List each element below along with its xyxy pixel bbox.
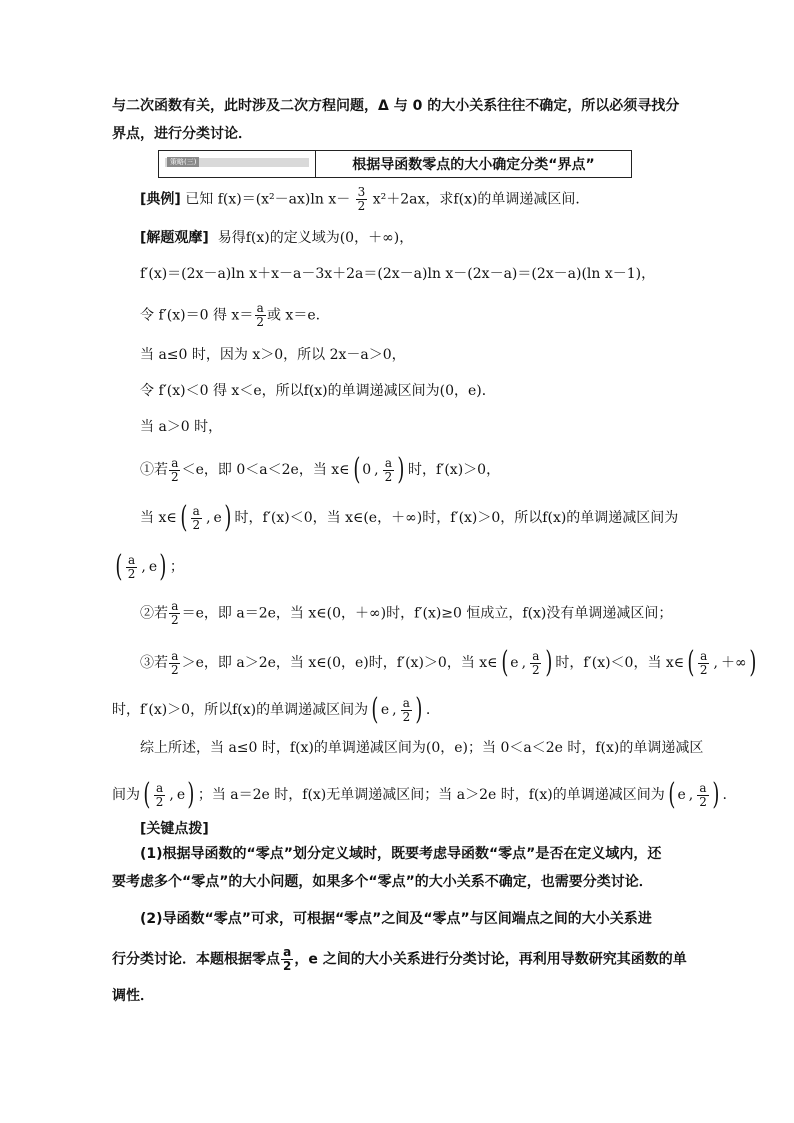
example-func: f(x)＝(x²－ax)ln x－ — [217, 191, 351, 208]
interval-a2-e: ( $\frac{a}{2}$ , e ) — [180, 500, 232, 535]
fraction-a-2: $\frac{a}{2}$ — [256, 301, 264, 329]
interval-a2-inf: ( $\frac{a}{2}$ , ＋∞ ) — [687, 645, 757, 680]
solution-label: [解题观摩] — [140, 230, 209, 246]
fraction-a-2: $\frac{a}{2}$ — [171, 648, 179, 677]
case-3-line: ③若 $\frac{a}{2}$ ＞e，即 a＞2e，当 x∈(0，e)时，f′(x)＞0，当 x∈ ( e , $\frac{a}{2}$ ) 时，f′(x)＜0，当 x∈ ( $\frac{a}{2}$ , ＋∞ ) — [140, 648, 759, 678]
case-1-result: ( $\frac{a}{2}$ , e ) ； — [112, 552, 184, 582]
solution-domain: [解题观摩] 易得f(x)的定义域为(0，＋∞)， — [140, 230, 414, 246]
case-a-le-0: 当 a≤0 时，因为 x＞0，所以 2x－a＞0， — [140, 347, 406, 363]
case-a-gt-0: 当 a＞0 时， — [140, 419, 223, 435]
interval-0-a2: ( 0 , $\frac{a}{2}$ ) — [352, 452, 405, 487]
fraction-3-2: $\frac{3}{2}$ — [357, 185, 366, 213]
intro-line-1: 与二次函数有关，此时涉及二次方程问题，Δ 与 0 的大小关系往往不确定，所以必须寻找分 — [112, 98, 680, 114]
strategy-banner — [158, 150, 632, 178]
strategy-tag-label: 策略(三) — [167, 157, 199, 167]
summary-line-1: 综上所述，当 a≤0 时，f(x)的单调递减区间为(0，e)；当 0＜a＜2e 时，f(x)的单调递减区 — [140, 740, 704, 756]
fraction-a-2: $\frac{a}{2}$ — [283, 945, 292, 973]
keypoint-2-line-2: 行分类讨论．本题根据零点 $\frac{a}{2}$ ，e 之间的大小关系进行分类讨论，再利用导数研究其函数的单 — [112, 945, 687, 973]
keypoint-2-line-1: (2)导函数“零点”可求，可根据“零点”之间及“零点”与区间端点之间的大小关系进 — [140, 911, 652, 927]
example-line — [140, 186, 589, 213]
keypoint-1-line-1: (1)根据导函数的“零点”划分定义域时，既要考虑导函数“零点”是否在定义域内，还 — [140, 846, 662, 862]
keypoint-2-line-3: 调性． — [112, 988, 154, 1004]
keypoints-label: [关键点拨] — [140, 821, 209, 837]
interval-e-a2: ( e , $\frac{a}{2}$ ) — [500, 645, 553, 680]
keypoint-1-line-2: 要考虑多个“零点”的大小问题，如果多个“零点”的大小关系不确定，也需要分类讨论． — [112, 874, 653, 890]
case-1-line: ①若 $\frac{a}{2}$ ＜e，即 0＜a＜2e，当 x∈ ( 0 , $\frac{a}{2}$ ) 时，f′(x)＞0， — [140, 452, 501, 487]
case-1-line-2: 当 x∈ ( $\frac{a}{2}$ , e ) 时，f′(x)＜0，当 x∈(e，＋∞)时，f′(x)＞0，所以f(x)的单调递减区间为 — [140, 500, 679, 535]
derivative-line: f′(x)＝(2x－a)ln x＋x－a－3x＋2a＝(2x－a)ln x－(2x－a)＝(2x－a)(ln x－1)， — [140, 266, 656, 282]
interval-a2-e: ( $\frac{a}{2}$ , e ) — [143, 777, 195, 812]
example-text-b: x²＋2ax，求f(x)的单调递减区间． — [372, 191, 590, 208]
case-3-result: 时，f′(x)＞0，所以f(x)的单调递减区间为 ( e , $\frac{a}{2}$ ) . — [112, 692, 431, 727]
example-text-a: 已知 — [185, 191, 214, 208]
case-a-le-0-result: 令 f′(x)＜0 得 x＜e，所以f(x)的单调递减区间为(0，e)． — [140, 383, 496, 399]
interval-e-a2: ( e , $\frac{a}{2}$ ) — [668, 777, 720, 812]
strategy-tag — [159, 151, 316, 177]
strategy-title: 根据导函数零点的大小确定分类“界点” — [352, 157, 595, 173]
case-2-line: ②若 $\frac{a}{2}$ ＝e，即 a＝2e，当 x∈(0，＋∞)时，f′(x)≥0 恒成立，f(x)没有单调递减区间； — [140, 599, 673, 627]
example-label: [典例] — [140, 191, 181, 208]
intro-line-2: 界点，进行分类讨论． — [112, 126, 252, 142]
interval-a2-e: ( $\frac{a}{2}$ , e ) — [115, 549, 167, 584]
zero-line: 令 f′(x)＝0 得 x＝ $\frac{a}{2}$ 或 x＝e. — [140, 301, 321, 329]
fraction-a-2: $\frac{a}{2}$ — [171, 599, 179, 627]
interval-e-a2: ( e , $\frac{a}{2}$ ) — [371, 692, 423, 727]
summary-line-2: 间为 ( $\frac{a}{2}$ , e ) ；当 a＝2e 时，f(x)无单调递减区间；当 a＞2e 时，f(x)的单调递减区间为 ( e , $\frac{a}{2}$ ) . — [112, 777, 727, 812]
fraction-a-2: $\frac{a}{2}$ — [171, 455, 179, 484]
